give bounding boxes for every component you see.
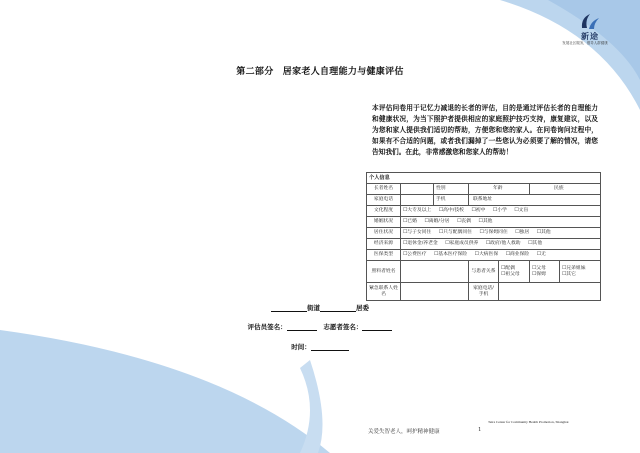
label-emergency: 紧急联系人姓名 (367, 283, 401, 301)
label-volunteer: 志愿者签名： (323, 323, 363, 331)
option-college[interactable]: ☐大专及以上 (403, 208, 432, 213)
option-middle-school[interactable]: ☐初中 (471, 208, 486, 213)
option-family-support[interactable]: ☐家庭成员供养 (445, 241, 479, 246)
personal-info-table (366, 172, 601, 301)
option-living-other[interactable]: ☐其他 (536, 230, 551, 235)
relation-col3[interactable] (560, 261, 601, 283)
option-marital-other[interactable]: ☐其他 (478, 219, 493, 224)
street-line (0, 303, 640, 312)
option-with-children[interactable]: ☐与子女同住 (403, 230, 432, 235)
option-spouse[interactable]: ☐配偶 (501, 265, 515, 271)
value-emergency-phone[interactable] (499, 283, 601, 301)
label-insurance: 医保类型 (367, 250, 401, 261)
option-siblings[interactable]: ☐兄弟姐妹 (562, 265, 586, 271)
option-with-spouse[interactable]: ☐只与配偶同住 (438, 230, 472, 235)
option-basic-insurance[interactable]: ☐基本医疗保险 (434, 252, 468, 257)
committee-blank[interactable] (320, 304, 356, 312)
option-divorced[interactable]: ☐离婚/分居 (424, 219, 450, 224)
label-marital: 婚姻状况 (367, 217, 401, 228)
option-nanny[interactable]: ☐保姆 (532, 271, 546, 277)
label-living: 居住状况 (367, 228, 401, 239)
volunteer-blank[interactable] (362, 323, 392, 331)
footer-org: Tetra Center for Community Health Promotion, Shanghai (488, 420, 569, 424)
value-address[interactable] (469, 195, 601, 206)
value-name[interactable] (401, 184, 434, 195)
value-ethnicity[interactable] (530, 184, 601, 195)
label-relation: 与患者关系 (469, 261, 499, 283)
living-options[interactable] (401, 228, 601, 239)
option-married[interactable]: ☐已婚 (403, 219, 417, 224)
label-ethnicity: 民族 (554, 186, 564, 191)
label-address: 联系地址 (473, 197, 493, 202)
label-committee: 居委 (356, 304, 369, 312)
option-major-illness[interactable]: ☐大病医保 (474, 252, 499, 257)
value-age[interactable] (469, 184, 530, 195)
education-options[interactable] (401, 206, 601, 217)
signature-line (0, 322, 640, 331)
footer-motto: 关爱失智老人，呵护精神健康 (368, 429, 440, 435)
label-mobile: 手机 (434, 195, 469, 206)
value-emergency[interactable] (401, 283, 469, 301)
option-none[interactable]: ☐无 (536, 252, 546, 257)
label-education: 文化程度 (367, 206, 401, 217)
label-assessor: 评估员签名： (247, 323, 287, 331)
logo-mark-icon (579, 12, 601, 32)
option-grandparents[interactable]: ☐祖父母 (501, 271, 520, 277)
label-street: 街道 (307, 304, 320, 312)
option-alone[interactable]: ☐独居 (515, 230, 530, 235)
assessor-blank[interactable] (287, 323, 317, 331)
logo-slogan: 发展社区服务，倡导人群健康 (562, 41, 608, 45)
label-emergency-phone: 家庭电话/手机 (469, 283, 499, 301)
intro-paragraph: 本评估问卷用于记忆力减退的长者的评估，目的是通过评估长者的自理能力和健康状况，为当下照护者提供相应的家庭照护技巧支持，康复建议，以及为您和家人提供我们适切的帮助，方便您和您的家人。在问卷询问过程中，如果有不合适的问题，或者我们漏掉了一些您认为必须要了解的情况，请您告知我们。在此，非常感激您和您家人的帮助！ (372, 104, 598, 156)
label-home-phone: 家庭电话 (367, 195, 401, 206)
marital-options[interactable] (401, 217, 601, 228)
option-public-medical[interactable]: ☐公费医疗 (403, 252, 427, 257)
option-government-aid[interactable]: ☐政府/他人救助 (485, 241, 521, 246)
section-title: 个人信息 (367, 173, 601, 184)
logo-name: 新途 (581, 31, 599, 41)
label-name: 长者姓名 (367, 184, 401, 195)
time-line (0, 342, 640, 351)
option-parents[interactable]: ☐父母 (532, 265, 546, 271)
insurance-options[interactable] (401, 250, 601, 261)
page-number: 1 (478, 427, 482, 433)
relation-col2[interactable] (530, 261, 560, 283)
value-home-phone[interactable] (401, 195, 434, 206)
option-widowed[interactable]: ☐丧偶 (457, 219, 471, 224)
street-blank[interactable] (271, 304, 307, 312)
relation-col1[interactable] (499, 261, 530, 283)
option-primary[interactable]: ☐小学 (492, 208, 507, 213)
page-title: 第二部分 居家老人自理能力与健康评估 (236, 67, 404, 77)
income-options[interactable] (401, 239, 601, 250)
option-income-other[interactable]: ☐其他 (528, 241, 542, 246)
time-blank[interactable] (311, 343, 349, 351)
label-caregiver: 照料者姓名 (367, 261, 401, 283)
option-pension[interactable]: ☐退休金/养老金 (403, 241, 438, 246)
option-commercial[interactable]: ☐商业保险 (505, 252, 530, 257)
option-high-school[interactable]: ☐高中/技校 (438, 208, 464, 213)
label-time: 时间： (291, 343, 311, 351)
option-illiterate[interactable]: ☐文盲 (514, 208, 529, 213)
label-age: 年龄 (493, 186, 503, 191)
logo (555, 12, 625, 46)
label-income: 经济来源 (367, 239, 401, 250)
option-with-nanny[interactable]: ☐与保姆同住 (479, 230, 508, 235)
value-caregiver[interactable] (401, 261, 469, 283)
label-gender: 性别 (434, 184, 469, 195)
option-relation-other[interactable]: ☐其它 (562, 271, 576, 277)
